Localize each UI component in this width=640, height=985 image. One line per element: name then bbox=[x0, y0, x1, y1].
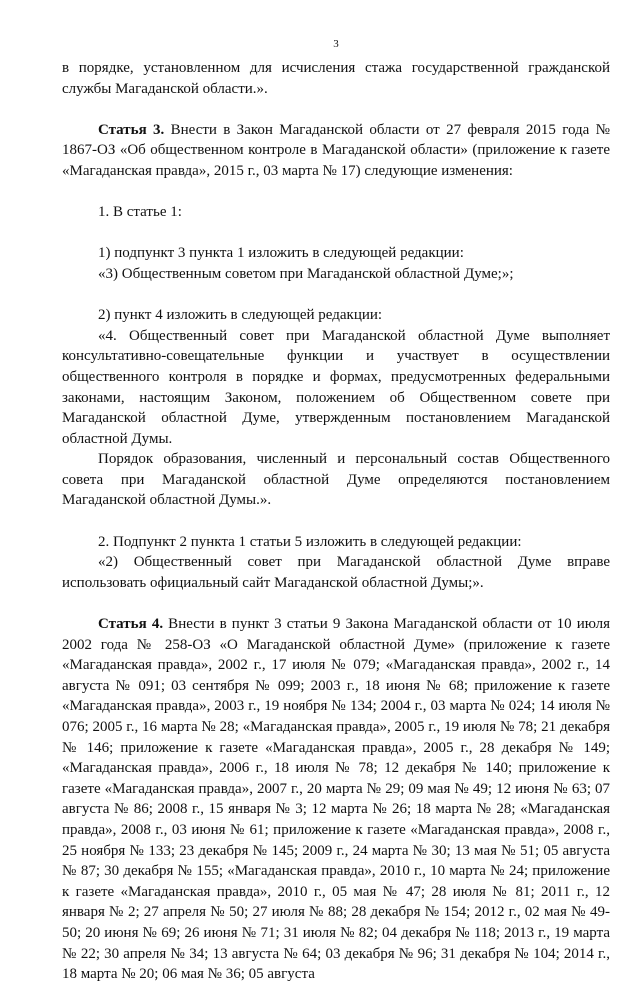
subitem-2-text-continued: Порядок образования, численный и персональный состав Общественного совета при Магаданской областной Думе определяются постановлением Магаданской областной Думы.». bbox=[62, 451, 610, 509]
article-3-heading: Статья 3. bbox=[98, 121, 165, 138]
article-3-paragraph bbox=[62, 120, 610, 182]
paragraph-continuation: в порядке, установленном для исчисления стажа государственной гражданской службы Магаданской области.». bbox=[62, 60, 610, 97]
paragraph-gap bbox=[62, 182, 610, 203]
paragraph-gap bbox=[62, 593, 610, 614]
article-4-heading: Статья 4. bbox=[98, 616, 164, 633]
paragraph-gap bbox=[62, 99, 610, 120]
subitem-1-text: «3) Общественным советом при Магаданской областной Думе;»; bbox=[98, 265, 514, 282]
document-body bbox=[62, 58, 610, 985]
subitem-2-intro: 2) пункт 4 изложить в следующей редакции: bbox=[98, 307, 383, 324]
article-4-paragraph bbox=[62, 614, 610, 985]
item-2-intro: 2. Подпункт 2 пункта 1 статьи 5 изложить в следующей редакции: bbox=[98, 533, 522, 550]
paragraph-gap bbox=[62, 285, 610, 306]
subitem-2-text: «4. Общественный совет при Магаданской областной Думе выполняет консультативно-совещательные функции и участвует в осуществлении общественного контроля в порядке и формах, предусмотренных федеральными законами, настоящим Законом, положением об Общественном совете при Магаданской областной Думе, утвержденным постановлением Магаданской областной Думы. bbox=[62, 327, 610, 447]
paragraph-gap bbox=[62, 511, 610, 532]
subitem-1-intro: 1) подпункт 3 пункта 1 изложить в следующей редакции: bbox=[98, 245, 464, 262]
page-number: 3 bbox=[333, 38, 339, 50]
item-1-heading: 1. В статье 1: bbox=[98, 204, 182, 221]
article-3-text: Внести в Закон Магаданской области от 27 февраля 2015 года № 1867-ОЗ «Об общественном контроле в Магаданской области» (приложение к газете «Магаданская правда», 2015 г., 03 марта № 17) следующие изменения: bbox=[62, 121, 610, 179]
article-4-text: Внести в пункт 3 статьи 9 Закона Магаданской области от 10 июля 2002 года № 258-ОЗ «О Магаданской областной Думе» (приложение к газете «Магаданская правда», 2002 г., 17 июля № 079; «Магаданская правда», 2002 г., 14 августа № 091; 03 сентября № 099; 2003 г., 18 июня № 68; приложение к газете «Магаданская правда», 2003 г., 19 ноября № 134; 2004 г., 03 марта № 024; 14 июля № 076; 2005 г., 16 марта № 28; «Магаданская правда», 2005 г., 19 июля № 78; 21 декабря № 146; приложение к газете «Магаданская правда», 2005 г., 28 декабря № 149; «Магаданская правда», 2006 г., 18 июля № 78; 12 декабря № 140; приложение к газете «Магаданская правда», 2007 г., 20 марта № 29; 09 мая № 49; 12 июня № 63; 07 августа № 86; 2008 г., 15 января № 3; 12 марта № 26; 18 марта № 28; «Магаданская правда», 2008 г., 03 июня № 61; приложение к газете «Магаданская правда», 2008 г., 25 ноября № 133; 23 декабря № 145; 2009 г., 24 марта № 30; 13 мая № 51; 05 августа № 87; 30 декабря № 155; «Магаданская правда», 2010 г., 10 марта № 24; приложение к газете «Магаданская правда», 2010 г., 05 мая № 47; 28 июля № 81; 2011 г., 12 января № 2; 27 апреля № 50; 27 июля № 88; 28 декабря № 154; 2012 г., 02 мая № 49-50; 20 июня № 69; 26 июня № 71; 31 июля № 82; 04 декабря № 118; 2013 г., 19 марта № 22; 30 апреля № 34; 13 августа № 64; 03 декабря № 96; 31 декабря № 104; 2014 г., 18 марта № 20; 06 мая № 36; 05 августа bbox=[62, 616, 610, 983]
paragraph-gap bbox=[62, 223, 610, 244]
item-2-text: «2) Общественный совет при Магаданской областной Думе вправе использовать официальный сайт Магаданской областной Думы;». bbox=[62, 554, 610, 591]
